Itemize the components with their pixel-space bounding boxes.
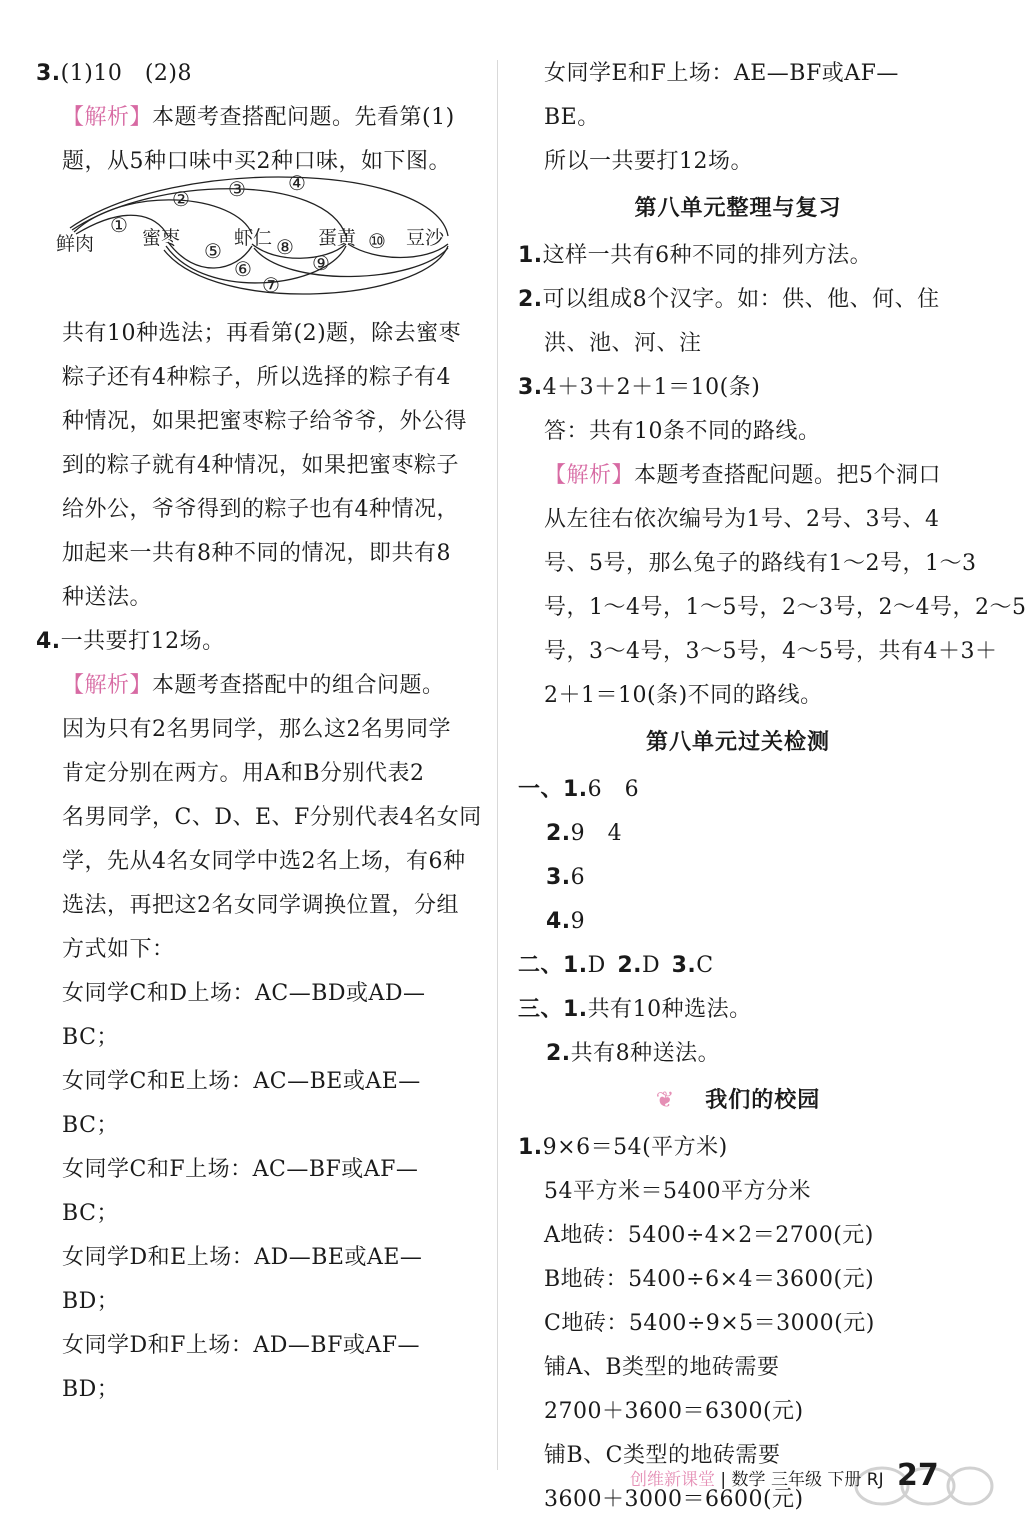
- line-text: C地砖：5400÷9×5＝3000(元): [544, 1311, 875, 1336]
- text-line: [518, 812, 958, 856]
- diagram-number-6: ⑥: [234, 257, 252, 281]
- text-line: [36, 52, 476, 96]
- line-text: 本题考查搭配问题。先看第(1): [152, 105, 455, 130]
- page-number: 27: [897, 1458, 939, 1493]
- text-line: [36, 444, 476, 488]
- line-text: B地砖：5400÷6×4＝3600(元): [544, 1267, 875, 1292]
- text-line: [518, 586, 1026, 630]
- text-line: [518, 52, 958, 96]
- diagram-number-2: ②: [172, 187, 190, 211]
- diagram-number-9: ⑨: [312, 251, 330, 275]
- section-heading: [518, 184, 958, 234]
- text-line: [518, 674, 958, 718]
- line-text: C: [696, 953, 714, 978]
- line-text: 号，1～4号，1～5号，2～3号，2～4号，2～5: [544, 595, 1026, 620]
- footer-grade: 三年级: [770, 1470, 822, 1490]
- line-text: 方式如下：: [62, 937, 175, 962]
- diagram-number-7: ⑦: [262, 273, 280, 297]
- line-text: 一共要打12场。: [60, 629, 225, 654]
- text-line: [518, 234, 958, 278]
- diagram-number-10: ⑩: [368, 229, 386, 253]
- text-line: [518, 768, 958, 812]
- text-line: [518, 140, 958, 184]
- line-text: BC；: [62, 1025, 119, 1050]
- line-text: 到的粽子就有4种情况，如果把蜜枣粽子: [62, 453, 459, 478]
- line-text: 洪、池、河、注: [544, 331, 702, 356]
- line-text: 答：共有10条不同的路线。: [544, 419, 821, 444]
- text-line: [36, 400, 476, 444]
- section-heading-text: 第八单元过关检测: [645, 730, 830, 755]
- text-line: [36, 620, 476, 664]
- line-text: A地砖：5400÷4×2＝2700(元): [544, 1223, 874, 1248]
- text-line: [36, 928, 476, 972]
- question-number: 3.: [546, 865, 571, 890]
- line-text: 共有8种送法。: [570, 1041, 721, 1066]
- line-text: 所以一共要打12场。: [544, 149, 753, 174]
- line-text: 女同学C和D上场：AC—BD或AD—: [62, 981, 426, 1006]
- line-text: 6 6: [587, 777, 640, 802]
- diagram-label-4: 蛋黄: [318, 227, 357, 249]
- text-line: [36, 488, 476, 532]
- text-line: [518, 900, 958, 944]
- question-number: 3.: [36, 61, 61, 86]
- line-text: 铺A、B类型的地砖需要: [544, 1355, 780, 1380]
- text-line: [36, 796, 482, 840]
- text-line: [36, 840, 476, 884]
- text-line: [36, 1324, 476, 1368]
- line-text: 共有10种选法。: [587, 997, 752, 1022]
- line-text: 9: [570, 909, 586, 934]
- line-text: 6: [570, 865, 586, 890]
- question-number: 4.: [546, 909, 571, 934]
- question-number: 1.: [518, 1135, 543, 1160]
- text-line: [36, 576, 476, 620]
- right-answer-block: [518, 52, 1026, 1522]
- text-line: [36, 356, 476, 400]
- footer-separator: |: [720, 1470, 727, 1490]
- line-text: 本题考查搭配问题。把5个洞口: [634, 463, 942, 488]
- line-text: 女同学D和E上场：AD—BE或AE—: [62, 1245, 423, 1270]
- line-text: 肯定分别在两方。用A和B分别代表2: [62, 761, 425, 786]
- diagram-number-1: ①: [110, 213, 128, 237]
- line-text: 本题考查搭配中的组合问题。: [152, 673, 445, 698]
- line-text: D: [587, 953, 618, 978]
- text-line: [518, 630, 998, 674]
- left-answer-block-1: [36, 52, 476, 184]
- line-text: BD；: [62, 1289, 120, 1314]
- combination-diagram-svg: [56, 171, 476, 312]
- text-line: [518, 944, 958, 988]
- question-number: 三、1.: [518, 997, 588, 1022]
- line-text: D: [641, 953, 672, 978]
- line-text: 加起来一共有8种不同的情况，即共有8: [62, 541, 451, 566]
- text-line: [518, 410, 958, 454]
- text-line: [36, 1236, 476, 1280]
- text-line: [518, 96, 958, 140]
- watermark-logo: [846, 1462, 996, 1528]
- line-text: 2700＋3600＝6300(元): [544, 1399, 804, 1424]
- text-line: [36, 312, 476, 356]
- diagram-number-4: ④: [288, 171, 306, 195]
- text-line: [518, 1346, 958, 1390]
- line-text: 3600＋3000＝6600(元): [544, 1487, 804, 1512]
- diagram-number-3: ③: [228, 177, 246, 201]
- line-text: 女同学C和F上场：AC—BF或AF—: [62, 1157, 419, 1182]
- line-text: 4＋3＋2＋1＝10(条): [542, 375, 761, 400]
- text-line: [36, 1192, 476, 1236]
- text-line: [518, 988, 958, 1032]
- text-line: [36, 752, 476, 796]
- line-text: 女同学D和F上场：AD—BF或AF—: [62, 1333, 421, 1358]
- line-text: 2＋1＝10(条)不同的路线。: [544, 683, 823, 708]
- line-text: 选法，再把这2名女同学调换位置，分组: [62, 893, 459, 918]
- diagram-label-3: 虾仁: [234, 227, 273, 249]
- line-text: 54平方米＝5400平方分米: [544, 1179, 811, 1204]
- text-line: [36, 1280, 476, 1324]
- analysis-tag: 【解析】: [62, 105, 153, 130]
- line-text: 9 4: [570, 821, 623, 846]
- text-line: [36, 708, 476, 752]
- line-text: 从左往右依次编号为1号、2号、3号、4: [544, 507, 940, 532]
- text-line: [36, 664, 476, 708]
- line-text: BC；: [62, 1113, 119, 1138]
- diagram-number-5: ⑤: [204, 239, 222, 263]
- diagram-label-2: 蜜枣: [142, 227, 181, 249]
- right-column: [518, 52, 1026, 1522]
- text-line: [518, 856, 958, 900]
- text-line: [36, 1148, 476, 1192]
- left-answer-block-2: [36, 312, 482, 1412]
- text-line: [518, 1258, 958, 1302]
- text-line: [36, 96, 476, 140]
- text-line: [518, 1214, 958, 1258]
- analysis-tag: 【解析】: [544, 463, 635, 488]
- analysis-tag: 【解析】: [62, 673, 153, 698]
- text-line: [36, 1104, 476, 1148]
- line-text: 9×6＝54(平方米): [542, 1135, 728, 1160]
- line-text: 铺B、C类型的地砖需要: [544, 1443, 781, 1468]
- line-text: 女同学C和E上场：AC—BE或AE—: [62, 1069, 421, 1094]
- text-line: [518, 1126, 958, 1170]
- text-line: [518, 1390, 958, 1434]
- line-text: 因为只有2名男同学，那么这2名男同学: [62, 717, 451, 742]
- text-line: [36, 1060, 476, 1104]
- question-number: 2.: [617, 953, 642, 978]
- line-text: BE。: [544, 105, 600, 130]
- line-text: 号，3～4号，3～5号，4～5号，共有4＋3＋: [544, 639, 998, 664]
- text-line: [518, 278, 958, 322]
- line-text: 学，先从4名女同学中选2名上场，有6种: [62, 849, 466, 874]
- diagram-label-5: 豆沙: [406, 227, 445, 249]
- line-text: BC；: [62, 1201, 119, 1226]
- question-number: 3.: [671, 953, 697, 978]
- line-text: (1)10 (2)8: [60, 61, 192, 86]
- diagram-number-8: ⑧: [276, 235, 294, 259]
- section-heading-text: 第八单元整理与复习: [634, 196, 842, 221]
- diagram-label-1: 鲜肉: [56, 233, 95, 255]
- text-line: [518, 454, 958, 498]
- text-line: [518, 366, 958, 410]
- sprout-icon: ❦: [655, 1088, 676, 1113]
- combination-diagram: [56, 171, 476, 312]
- text-line: [518, 1032, 958, 1076]
- text-line: [518, 1302, 958, 1346]
- text-line: [518, 1170, 958, 1214]
- text-line: [518, 322, 958, 366]
- line-text: 号、5号，那么兔子的路线有1～2号，1～3: [544, 551, 977, 576]
- section-heading: [518, 1076, 958, 1126]
- line-text: 名男同学，C、D、E、F分别代表4名女同: [62, 805, 482, 830]
- question-number: 二、1.: [518, 953, 588, 978]
- section-heading-text: 我们的校园: [705, 1088, 821, 1113]
- text-line: [518, 498, 958, 542]
- question-number: 4.: [36, 629, 61, 654]
- line-text: 共有10种选法；再看第(2)题，除去蜜枣: [62, 321, 462, 346]
- line-text: 女同学E和F上场：AE—BF或AF—: [544, 61, 899, 86]
- footer-volume: 下册: [827, 1470, 862, 1490]
- question-number: 3.: [518, 375, 543, 400]
- text-line: [36, 1016, 476, 1060]
- text-line: [36, 1368, 476, 1412]
- line-text: 可以组成8个汉字。如：供、他、何、住: [542, 287, 940, 312]
- footer-subject: 数学: [731, 1470, 766, 1490]
- left-column: [36, 52, 482, 1412]
- question-number: 2.: [546, 1041, 571, 1066]
- question-number: 2.: [518, 287, 543, 312]
- section-heading: [518, 718, 958, 768]
- line-text: 种送法。: [62, 585, 153, 610]
- line-text: BD；: [62, 1377, 120, 1402]
- text-line: [518, 542, 977, 586]
- line-text: 粽子还有4种粽子，所以选择的粽子有4: [62, 365, 451, 390]
- column-divider: [497, 60, 498, 1470]
- question-number: 1.: [518, 243, 543, 268]
- line-text: 题，从5种口味中买2种口味，如下图。: [62, 149, 451, 174]
- footer-brand: 创维新课堂: [630, 1470, 715, 1490]
- text-line: [36, 884, 476, 928]
- footer-edition: RJ: [866, 1470, 884, 1490]
- question-number: 一、1.: [518, 777, 588, 802]
- line-text: 这样一共有6种不同的排列方法。: [542, 243, 873, 268]
- text-line: [36, 972, 476, 1016]
- line-text: 种情况，如果把蜜枣粽子给爷爷，外公得: [62, 409, 468, 434]
- text-line: [36, 532, 476, 576]
- line-text: 给外公，爷爷得到的粽子也有4种情况，: [62, 497, 459, 522]
- question-number: 2.: [546, 821, 571, 846]
